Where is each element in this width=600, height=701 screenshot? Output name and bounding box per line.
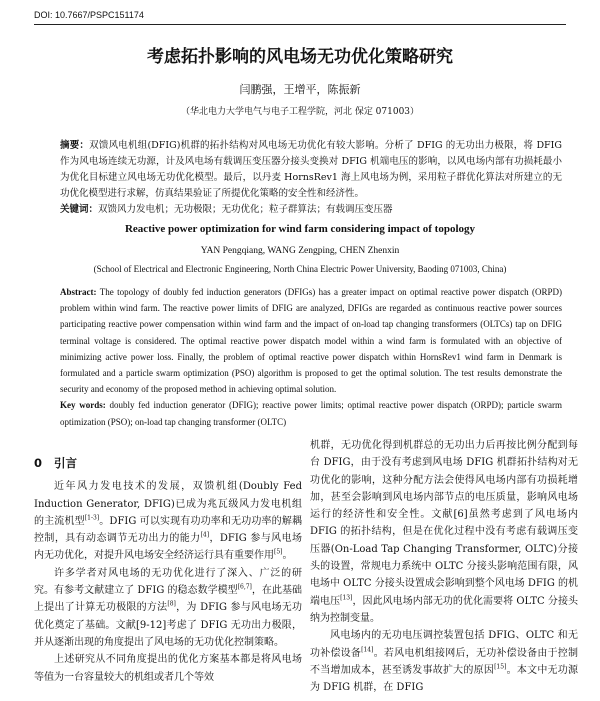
intro-paragraph-2 <box>34 565 302 651</box>
abstract-en-label: Abstract: <box>60 287 97 297</box>
text-run: ，DFIG 参与风电场内无功优化，对提升风电场安全经济运行具有重要作用 <box>34 533 303 562</box>
text-run: 。若风电机组接网后，无功补偿设备由于控制不当增加成本，甚至诱发事故扩大的原因 <box>310 647 579 676</box>
section-heading-intro <box>34 455 302 472</box>
keywords-en-label: Key words: <box>60 400 106 411</box>
citation: [1-3] <box>84 514 100 522</box>
keywords-cn-label: 关键词： <box>60 204 99 215</box>
affiliation-en: (School of Electrical and Electronic Engineering, North China Electric Power University, Baoding 071003, China) <box>93 264 507 274</box>
abstract-en <box>60 284 562 430</box>
abstract-cn-text: 双馈风电机组(DFIG)机群的拓扑结构对风电场无功优化有较大影响。分析了 DFIG 的无功出力极限，将 DFIG 作为风电场连续无功源，计及风电场有载调压变压器分接头变换对 DFIG 机端电压的影响，以风电场内部有功损耗最小为优化目标建立风电场无功优化模型。最后，以丹麦 HornsRev1 海上风电场为例，采用粒子群优化算法对所建立的无功优化模型进行求解，仿真结果验证了所提优化策略的安全性和经济性。 <box>60 140 562 199</box>
text-run: 风电场内的无功电压调控装置包括 DFIG、OLTC 和无功补偿设备 <box>310 630 578 659</box>
right-paragraph-2 <box>310 627 578 696</box>
right-paragraph-1 <box>310 437 578 627</box>
paper-title-cn: 考虑拓扑影响的风电场无功优化策略研究 <box>147 47 453 67</box>
affiliation-cn: （华北电力大学电气与电子工程学院，河北 保定 071003） <box>180 107 420 117</box>
body-column-right <box>310 437 578 696</box>
citation: [4] <box>200 531 210 539</box>
citation: [8] <box>167 601 176 609</box>
text-run: 。DFIG 可以实现有功功率和无功功率的解耦控制，具有动态调节无功出力的能力 <box>34 515 302 545</box>
citation: [13] <box>340 594 353 602</box>
text-run: ，在此基础上提出了计算无功极限的方法 <box>34 585 302 614</box>
text-run: 机群，无功优化得到机群总的无功出力后再按比例分配到每台 DFIG，由于没有考虑到风电场 DFIG 机群拓扑结构对无功优化的影响，这种分配方法会使得风电场内部有功损耗增加，甚至会影响到风电场内部节点的电压质量，影响风电场运行的经济性和安全性。文献[6]虽然考虑到了风电场内 DFIG 的拓扑结构，但是在优化过程中没有考虑有载调压变压器(On-Load Tap Changing Transformer, OLTC)分接头的设置，常规电力系统中 OLTC 分接头影响范围有限，风电场中 OLTC 分接头设置成会影响到整个风电场 DFIG 的机端电压 <box>310 440 578 607</box>
abstract-cn <box>60 138 562 218</box>
authors-cn: 闫鹏强，王增平，陈振新 <box>239 83 361 96</box>
abstract-cn-label: 摘要： <box>60 140 90 151</box>
keywords-cn: 双馈风力发电机；无功极限；无功优化；粒子群算法；有载调压变压器 <box>98 204 393 215</box>
text-run: 。 <box>282 550 293 562</box>
body-column-left <box>34 455 302 686</box>
paper-title-en: Reactive power optimization for wind farm considering impact of topology <box>124 223 476 235</box>
text-run: 近年风力发电技术的发展，双馈机组(Doubly Fed Induction Generator, DFIG)已成为兆瓦级风力发电机组的主流机型 <box>34 481 302 527</box>
doi: DOI: 10.7667/PSPC151174 <box>34 10 144 20</box>
text-run: 许多学者对风电场的无功优化进行了深入、广泛的研究。有参考文献建立了 DFIG 的稳态数学模型 <box>34 567 302 597</box>
citation: [6,7] <box>237 583 252 591</box>
keywords-en: doubly fed induction generator (DFIG); reactive power limits; optimal reactive power dispatch (ORPD); particle swarm optimization (PSO); on-load tap changing transformer (OLTC) <box>60 400 563 427</box>
text-run: 。本文中无功源为 DFIG 机群，在 DFIG <box>310 664 579 694</box>
section-number: 0 <box>34 456 43 470</box>
intro-paragraph-3: 上述研究从不同角度提出的优化方案基本都是将风电场等值为一台容量较大的机组或者几个等效 <box>34 654 302 683</box>
citation: [15] <box>494 663 507 671</box>
abstract-en-text: The topology of doubly fed induction generators (DFIGs) has a greater impact on optimal reactive power dispatch (ORPD) problem within wind farm. The reactive power limits of DFIG are analyzed, DFIGs are regarded as continuous reactive power sources participating reactive power compensation within wind farm and the impact of on-load tap changing transformers (OLTCs) tap on DFIG terminal voltage is considered. The optimal reactive power dispatch model within a wind farm is formulated with an objective of minimizing active power loss. Finally, the problem of optimal reactive power dispatch within HornsRev1 wind farm in Denmark is formulated and a particle swarm optimization (PSO) algorithm is proposed to get the optimal solution. The test results demonstrate the security and economy of the proposed method in achieving optimal solution. <box>60 287 562 395</box>
citation: [5] <box>274 549 283 557</box>
citation: [14] <box>361 646 374 654</box>
authors-en: YAN Pengqiang, WANG Zengping, CHEN Zhenxin <box>200 246 400 256</box>
text-run: ，为 DFIG 参与风电场无功优化奠定了基础。文献[9-12]考虑了 DFIG 无功出力极限，并从逐渐出现的角度提出了风电场的无功优化控制策略。 <box>34 602 302 648</box>
section-title: 引言 <box>54 456 78 470</box>
intro-paragraph-1 <box>34 478 302 564</box>
text-run: ，因此风电场内部无功的优化需要将 OLTC 分接头纳为控制变量。 <box>310 595 579 624</box>
header-rule <box>34 24 566 25</box>
